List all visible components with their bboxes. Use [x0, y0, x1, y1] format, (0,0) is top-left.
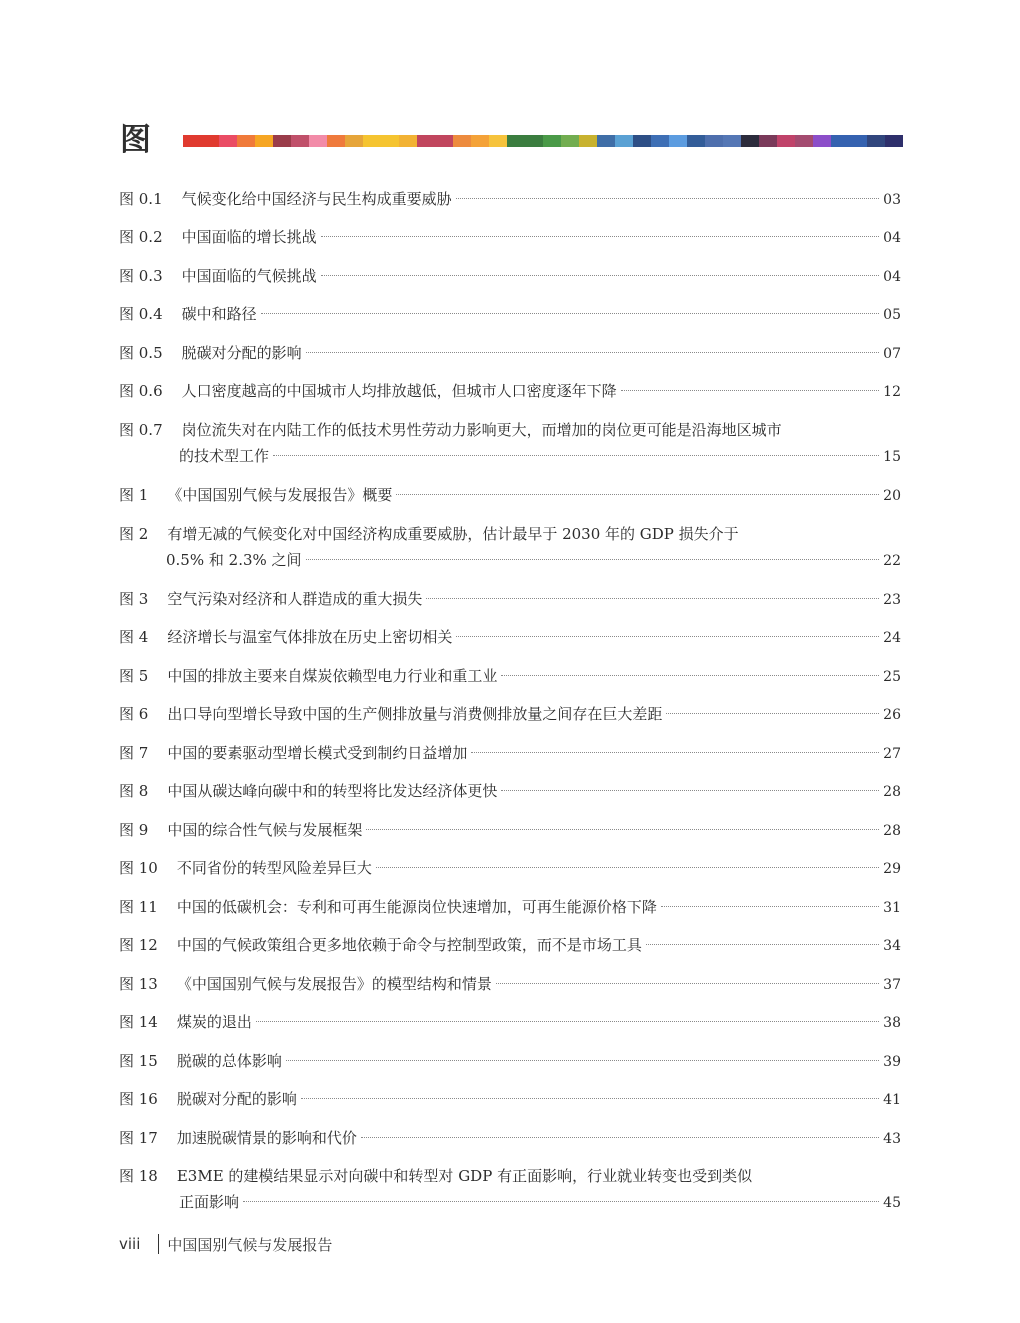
figure-title: 岗位流失对在内陆工作的低技术男性劳动力影响更大，而增加的岗位更可能是沿海地区城市: [181, 421, 782, 439]
toc-entry[interactable]: [119, 301, 901, 328]
dot-leader: [306, 559, 880, 560]
figure-title: E3ME 的建模结果显示对向碳中和转型对 GDP 有正面影响，行业就业转变也受到类似: [176, 1167, 753, 1185]
page-ref: 04: [883, 230, 901, 246]
color-swatch: [507, 135, 525, 147]
color-swatch: [561, 135, 579, 147]
dot-leader: [286, 1060, 879, 1061]
figure-number: 图 5: [119, 667, 149, 685]
dot-leader: [243, 1201, 879, 1202]
color-swatch: [417, 135, 435, 147]
dot-leader: [396, 494, 879, 495]
color-swatch: [831, 135, 849, 147]
figure-title: 经济增长与温室气体排放在历史上密切相关: [167, 628, 453, 646]
figure-number: 图 0.5: [119, 344, 163, 362]
toc-entry[interactable]: [119, 624, 901, 651]
dot-leader: [646, 944, 879, 945]
figure-title-continued: 0.5% 和 2.3% 之间: [166, 551, 302, 569]
color-swatch: [543, 135, 561, 147]
page-ref: 28: [883, 823, 901, 839]
dot-leader: [273, 455, 879, 456]
toc-entry[interactable]: [119, 1086, 901, 1113]
page-ref: 20: [883, 488, 901, 504]
page-ref: 12: [883, 384, 901, 400]
figure-title: 中国从碳达峰向碳中和的转型将比发达经济体更快: [167, 782, 498, 800]
figure-number: 图 3: [119, 590, 149, 608]
figure-number: 图 7: [119, 744, 149, 762]
toc-entry[interactable]: [119, 740, 901, 767]
toc-entry[interactable]: [119, 663, 901, 690]
dot-leader: [501, 790, 879, 791]
color-swatch: [183, 135, 201, 147]
color-swatch: [255, 135, 273, 147]
color-swatch: [399, 135, 417, 147]
figure-title: 中国的排放主要来自煤炭依赖型电力行业和重工业: [167, 667, 498, 685]
page-number: viii: [119, 1235, 141, 1253]
color-swatch: [435, 135, 453, 147]
toc-entry[interactable]: [119, 855, 901, 882]
page-ref: 45: [883, 1195, 901, 1211]
footer-divider: [158, 1234, 159, 1254]
figure-title: 中国的低碳机会：专利和可再生能源岗位快速增加，可再生能源价格下降: [176, 898, 657, 916]
toc-entry[interactable]: [119, 1125, 901, 1152]
color-swatch: [813, 135, 831, 147]
figure-title: 碳中和路径: [181, 305, 257, 323]
page-ref: 29: [883, 861, 901, 877]
toc-entry[interactable]: [119, 417, 901, 470]
page-ref: 07: [883, 346, 901, 362]
figure-number: 图 6: [119, 705, 149, 723]
toc-entry[interactable]: [119, 701, 901, 728]
toc-entry[interactable]: [119, 340, 901, 367]
color-swatch: [705, 135, 723, 147]
dot-leader: [261, 313, 880, 314]
color-swatch: [363, 135, 381, 147]
page-ref: 37: [883, 977, 901, 993]
dot-leader: [361, 1137, 879, 1138]
figure-number: 图 1: [119, 486, 149, 504]
color-swatch: [201, 135, 219, 147]
figure-number: 图 16: [119, 1090, 158, 1108]
dot-leader: [321, 236, 880, 237]
color-swatch: [777, 135, 795, 147]
figure-number: 图 10: [119, 859, 158, 877]
color-swatch: [651, 135, 669, 147]
figure-number: 图 4: [119, 628, 149, 646]
figure-title: 不同省份的转型风险差异巨大: [176, 859, 372, 877]
color-swatch: [687, 135, 705, 147]
figure-title: 有增无减的气候变化对中国经济构成重要威胁，估计最早于 2030 年的 GDP 损失介于: [167, 525, 739, 543]
color-swatch: [597, 135, 615, 147]
color-swatch: [867, 135, 885, 147]
color-strip: [183, 135, 903, 147]
toc-entry[interactable]: [119, 1009, 901, 1036]
page-footer: [119, 1232, 332, 1256]
color-swatch: [237, 135, 255, 147]
page-ref: 03: [883, 192, 901, 208]
figure-title: 中国的要素驱动型增长模式受到制约日益增加: [167, 744, 468, 762]
dot-leader: [661, 906, 879, 907]
dot-leader: [366, 829, 879, 830]
toc-entry[interactable]: [119, 224, 901, 251]
page-ref: 25: [883, 669, 901, 685]
page-ref: 04: [883, 269, 901, 285]
page-ref: 31: [883, 900, 901, 916]
figure-number: 图 12: [119, 936, 158, 954]
dot-leader: [666, 713, 879, 714]
figure-title: 中国面临的增长挑战: [181, 228, 317, 246]
toc-entry[interactable]: [119, 894, 901, 921]
color-swatch: [579, 135, 597, 147]
figure-title: 加速脱碳情景的影响和代价: [176, 1129, 357, 1147]
figure-title: 出口导向型增长导致中国的生产侧排放量与消费侧排放量之间存在巨大差距: [167, 705, 663, 723]
page-ref: 05: [883, 307, 901, 323]
color-swatch: [615, 135, 633, 147]
toc-entry[interactable]: [119, 778, 901, 805]
figure-title: 脱碳对分配的影响: [181, 344, 302, 362]
figure-title-continued: 正面影响: [179, 1193, 240, 1211]
figure-number: 图 0.4: [119, 305, 163, 323]
color-swatch: [669, 135, 687, 147]
dot-leader: [456, 198, 880, 199]
figure-title: 脱碳的总体影响: [176, 1052, 282, 1070]
page-ref: 24: [883, 630, 901, 646]
book-title: 中国国别气候与发展报告: [167, 1235, 333, 1254]
color-swatch: [849, 135, 867, 147]
figure-title: 煤炭的退出: [176, 1013, 252, 1031]
color-swatch: [471, 135, 489, 147]
dot-leader: [256, 1021, 879, 1022]
color-swatch: [525, 135, 543, 147]
toc-entry[interactable]: [119, 1048, 901, 1075]
dot-leader: [321, 275, 880, 276]
color-swatch: [795, 135, 813, 147]
color-swatch: [759, 135, 777, 147]
dot-leader: [471, 752, 879, 753]
figure-title: 脱碳对分配的影响: [176, 1090, 297, 1108]
figure-number: 图 2: [119, 525, 149, 543]
figure-title: 中国的综合性气候与发展框架: [167, 821, 363, 839]
dot-leader: [376, 867, 879, 868]
page-ref: 27: [883, 746, 901, 762]
figure-number: 图 18: [119, 1167, 158, 1185]
color-swatch: [345, 135, 363, 147]
dot-leader: [456, 636, 879, 637]
figure-title-continued: 的技术型工作: [179, 447, 270, 465]
toc-entry[interactable]: [119, 817, 901, 844]
color-swatch: [381, 135, 399, 147]
color-swatch: [723, 135, 741, 147]
figure-title: 中国面临的气候挑战: [181, 267, 317, 285]
figure-number: 图 15: [119, 1052, 158, 1070]
page-ref: 28: [883, 784, 901, 800]
dot-leader: [621, 390, 880, 391]
toc-entry[interactable]: [119, 482, 901, 509]
toc-entry[interactable]: [119, 378, 901, 405]
page-ref: 15: [883, 449, 901, 465]
page-ref: 22: [883, 553, 901, 569]
figure-title: 《中国国别气候与发展报告》概要: [167, 486, 393, 504]
dot-leader: [301, 1098, 879, 1099]
color-swatch: [327, 135, 345, 147]
figure-title: 空气污染对经济和人群造成的重大损失: [167, 590, 423, 608]
figure-title: 气候变化给中国经济与民生构成重要威胁: [181, 190, 452, 208]
page-ref: 23: [883, 592, 901, 608]
color-swatch: [273, 135, 291, 147]
figure-title: 中国的气候政策组合更多地依赖于命令与控制型政策，而不是市场工具: [176, 936, 642, 954]
dot-leader: [426, 598, 879, 599]
figure-title: 人口密度越高的中国城市人均排放越低，但城市人口密度逐年下降: [181, 382, 617, 400]
figure-number: 图 9: [119, 821, 149, 839]
color-swatch: [453, 135, 471, 147]
toc-entry[interactable]: [119, 263, 901, 290]
figure-number: 图 0.7: [119, 421, 163, 439]
color-swatch: [291, 135, 309, 147]
page-ref: 41: [883, 1092, 901, 1108]
toc-entry[interactable]: [119, 1163, 901, 1216]
figure-title: 《中国国别气候与发展报告》的模型结构和情景: [176, 975, 492, 993]
figure-number: 图 17: [119, 1129, 158, 1147]
figure-number: 图 14: [119, 1013, 158, 1031]
figure-number: 图 0.6: [119, 382, 163, 400]
color-swatch: [309, 135, 327, 147]
figure-number: 图 8: [119, 782, 149, 800]
page-ref: 38: [883, 1015, 901, 1031]
toc-entry[interactable]: [119, 186, 901, 213]
figure-number: 图 0.3: [119, 267, 163, 285]
dot-leader: [496, 983, 879, 984]
page-ref: 43: [883, 1131, 901, 1147]
color-swatch: [633, 135, 651, 147]
page-ref: 39: [883, 1054, 901, 1070]
figure-number: 图 0.2: [119, 228, 163, 246]
figure-number: 图 13: [119, 975, 158, 993]
dot-leader: [501, 675, 879, 676]
toc-entry[interactable]: [119, 932, 901, 959]
page-ref: 26: [883, 707, 901, 723]
figure-number: 图 0.1: [119, 190, 163, 208]
figure-number: 图 11: [119, 898, 158, 916]
dot-leader: [306, 352, 880, 353]
color-swatch: [219, 135, 237, 147]
color-swatch: [885, 135, 903, 147]
toc-entry[interactable]: [119, 971, 901, 998]
section-heading: 图: [120, 122, 151, 158]
toc-entry[interactable]: [119, 521, 901, 574]
toc-entry[interactable]: [119, 586, 901, 613]
color-swatch: [741, 135, 759, 147]
page-ref: 34: [883, 938, 901, 954]
color-swatch: [489, 135, 507, 147]
